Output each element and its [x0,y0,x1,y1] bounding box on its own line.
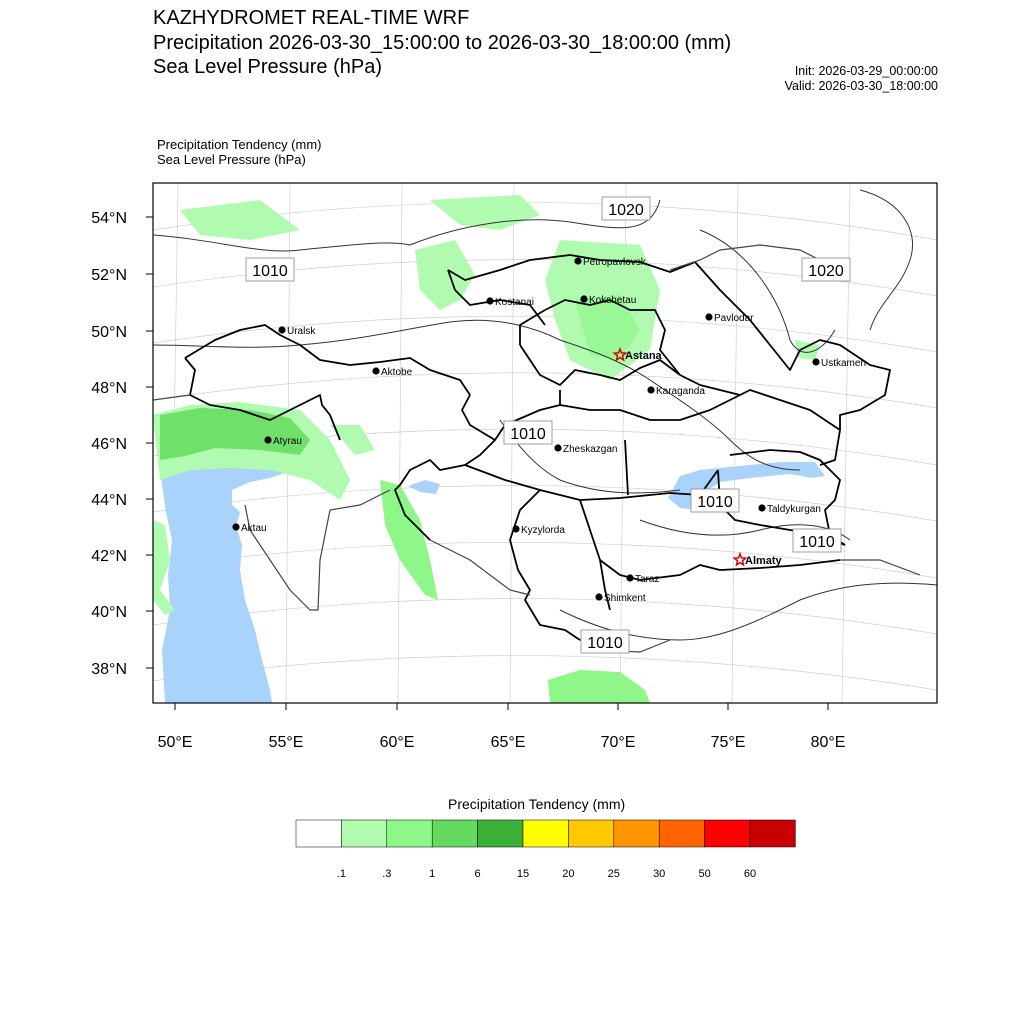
city-dot [554,444,561,451]
city-dot [626,574,633,581]
city-dot [647,386,654,393]
legend-tick-label: 50 [698,868,711,880]
city-label: Ustkamen [821,358,867,369]
lat-label: 40°N [91,604,127,621]
city-label: Taldykurgan [767,504,821,515]
lat-label: 48°N [91,380,127,397]
city-dot [372,367,379,374]
lat-label: 52°N [91,267,127,284]
pressure-label: 1020 [808,263,844,280]
legend-color-box [432,820,477,847]
title-line-2: Precipitation 2026-03-30_15:00:00 to 2026-03-30_18:00:00 (mm) [153,32,732,54]
city-label: Petropavlovsk [583,257,646,268]
legend-color-box [341,820,386,847]
city-dot [486,297,493,304]
legend-tick-label: 30 [653,868,666,880]
lon-label: 65°E [490,734,526,751]
valid-time: Valid: 2026-03-30_18:00:00 [784,79,938,93]
latitude-labels [91,210,153,678]
city-dot [264,436,271,443]
city-dot [705,313,712,320]
lon-label: 80°E [810,734,846,751]
lon-label: 50°E [157,734,193,751]
city-dot [574,257,581,264]
legend-color-box [659,820,704,847]
lat-label: 44°N [91,492,127,509]
legend-tick-label: 1 [429,868,436,880]
legend-tick-label: .1 [336,868,346,880]
city-label: Uralsk [287,326,316,337]
city-dot [580,295,587,302]
init-time: Init: 2026-03-29_00:00:00 [794,64,938,78]
city-label: Shimkent [604,593,646,604]
city-dot [595,593,602,600]
field-label-precip: Precipitation Tendency (mm) [157,137,322,152]
legend-color-box [387,820,432,847]
lat-label: 46°N [91,436,127,453]
city-label: Astana [625,350,662,362]
legend-title: Precipitation Tendency (mm) [448,796,626,812]
legend-tick-label: 25 [607,868,620,880]
legend-tick-label: 60 [743,868,757,880]
legend-color-box [750,820,795,847]
city-dot [278,326,285,333]
city-label: Taraz [635,574,660,585]
pressure-label: 1010 [799,534,835,551]
city-label: Aktobe [381,367,413,378]
city-label: Zheskazgan [563,444,618,455]
longitude-labels [158,703,846,751]
city-label: Atyrau [273,436,302,447]
city-dot [232,523,239,530]
legend-color-box [478,820,523,847]
lon-label: 70°E [600,734,636,751]
lon-label: 60°E [379,734,415,751]
city-label: Kyzylorda [521,525,565,536]
lat-label: 54°N [91,210,127,227]
pressure-label: 1010 [587,635,623,652]
lon-label: 75°E [710,734,746,751]
legend-tick-label: .3 [382,868,392,880]
field-label-slp: Sea Level Pressure (hPa) [157,152,306,167]
city-label: Almaty [745,555,782,567]
title-line-3: Sea Level Pressure (hPa) [153,56,383,78]
city-label: Kokshetau [589,295,637,306]
pressure-label: 1010 [252,263,288,280]
lat-label: 38°N [91,661,127,678]
legend-tick-label: 15 [516,868,530,880]
legend-color-box [568,820,613,847]
pressure-label: 1020 [608,202,644,219]
legend-tick-label: 6 [474,868,481,880]
city-dot [512,525,519,532]
city-label: Pavlodar [714,313,754,324]
lat-label: 50°N [91,324,127,341]
precip-legend [280,815,820,885]
legend-color-box [614,820,659,847]
lat-label: 42°N [91,548,127,565]
pressure-label: 1010 [697,494,733,511]
pressure-label: 1010 [510,426,546,443]
legend-color-box [296,820,341,847]
city-label: Karaganda [656,386,705,397]
legend-color-box [523,820,568,847]
lon-label: 55°E [268,734,304,751]
city-dot [758,504,765,511]
city-dot [812,358,819,365]
legend-tick-label: 20 [562,868,575,880]
city-label: Aktau [241,523,267,534]
city-label: Kostanai [495,297,534,308]
legend-color-box [705,820,750,847]
title-line-1: KAZHYDROMET REAL-TIME WRF [153,7,470,29]
